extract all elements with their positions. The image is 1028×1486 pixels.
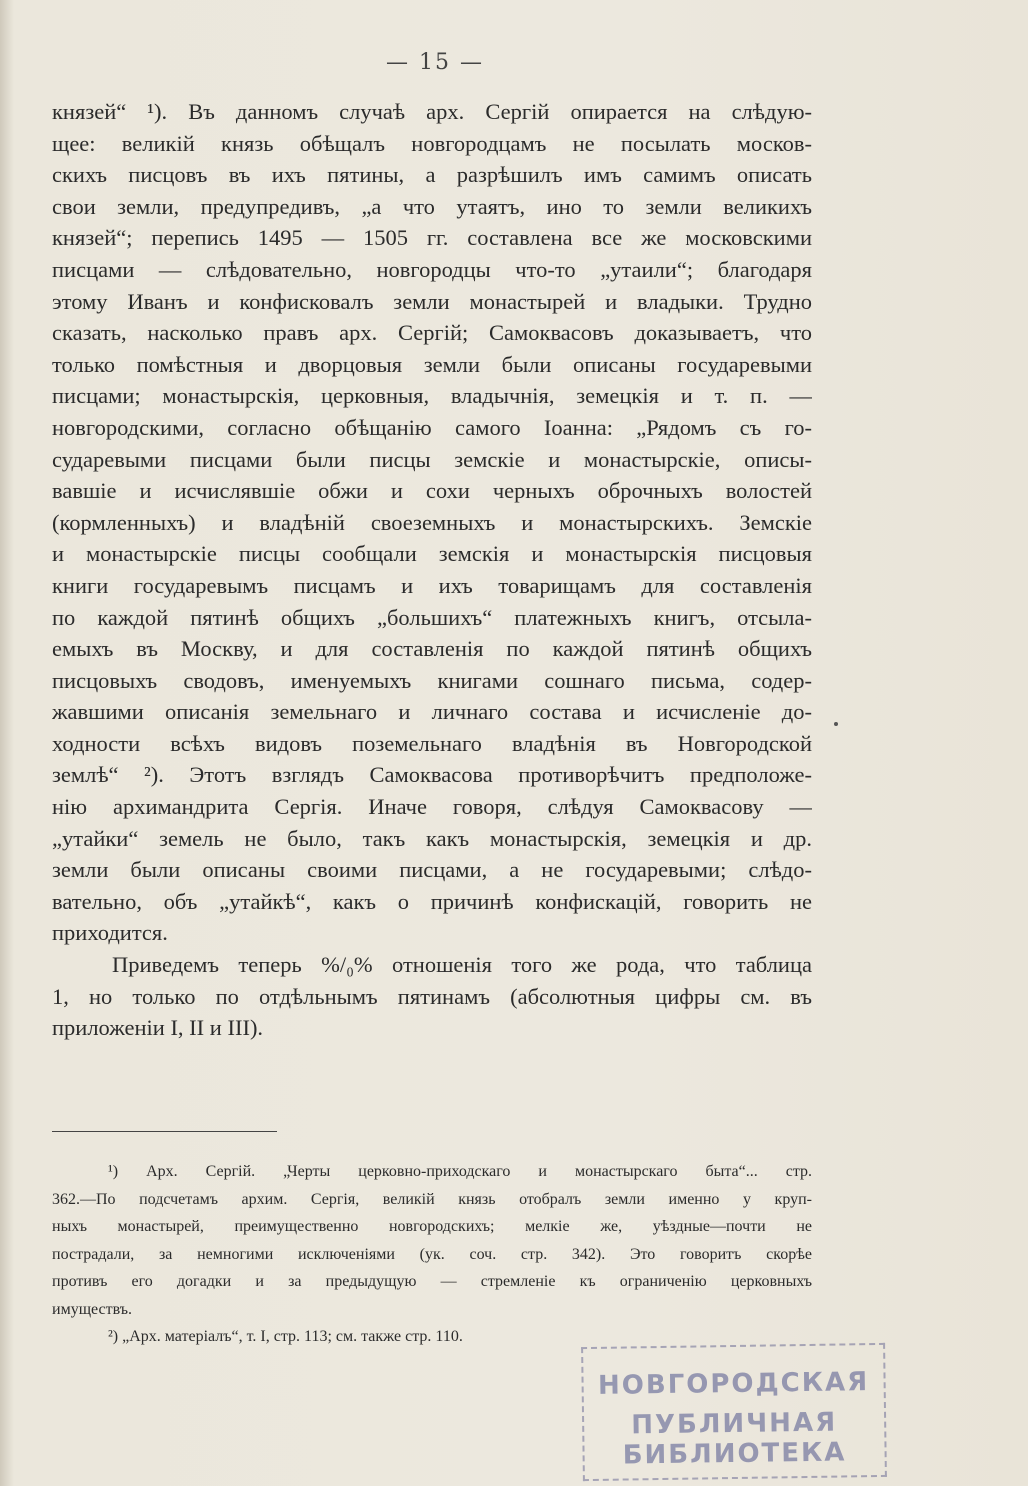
text-line: жавшими описанія земельнаго и личнаго состава и исчисленіе до- xyxy=(52,699,812,725)
footnote-1 xyxy=(52,1158,812,1323)
text-line: приходится. xyxy=(52,920,168,946)
text-line: князей“; перепись 1495 — 1505 гг. составлена все же московскими xyxy=(52,225,812,251)
stamp-text: ПУБЛИЧНАЯ БИБЛИОТЕКА xyxy=(622,1407,847,1471)
text-line: „утайки“ земель не было, такъ какъ монастырскія, земецкія и др. xyxy=(52,825,812,851)
paragraph-2 xyxy=(52,949,812,1044)
text-line: по каждой пятинѣ общихъ „большихъ“ платежныхъ книгъ, отсыла- xyxy=(52,604,812,630)
text-line: 1, но только по отдѣльнымъ пятинамъ (абсолютныя цифры см. въ xyxy=(52,983,812,1009)
text-line: только помѣстныя и дворцовыя земли были описаны государевыми xyxy=(52,351,812,377)
text-line: сударевыми писцами были писцы земскіе и монастырскіе, описы- xyxy=(52,446,812,472)
page-number: — 15 — xyxy=(386,50,484,75)
text-line: (кормленныхъ) и владѣній своеземныхъ и монастырскихъ. Земскіе xyxy=(52,509,812,535)
footnote-line: ¹) Арх. Сергій. „Черты церковно-приходскаго и монастырскаго быта“... стр. xyxy=(108,1163,812,1180)
text-line: князей“ ¹). Въ данномъ случаѣ арх. Сергій опирается на слѣдую- xyxy=(52,99,812,124)
footnote-line: противъ его догадки и за предыдущую — стремленіе къ ограниченію церковныхъ xyxy=(52,1273,812,1290)
text-line: приложеніи I, II и III). xyxy=(52,1015,264,1041)
text-line: книги государевымъ писцамъ и ихъ товарищамъ для составленія xyxy=(52,572,812,598)
text-line: и монастырскіе писцы сообщали земскія и монастырскія писцовыя xyxy=(52,541,812,567)
footnote-line: 362.—По подсчетамъ архим. Сергія, великій князь отобралъ земли именно у круп- xyxy=(52,1190,812,1208)
text-line: этому Иванъ и конфисковалъ земли монастырей и владыки. Трудно xyxy=(52,288,812,314)
library-stamp-icon xyxy=(581,1343,887,1481)
text-line: скихъ писцовъ въ ихъ пятины, а разрѣшилъ имъ самимъ описать xyxy=(52,162,812,188)
text-line: земли были описаны своими писцами, а не государевыми; слѣдо- xyxy=(52,857,812,883)
text-line: щее: великій князь обѣщалъ новгородцамъ не посылать москов- xyxy=(52,130,812,156)
text-line: нію архимандрита Сергія. Иначе говоря, слѣдуя Самоквасову — xyxy=(52,794,812,820)
text-line: новгородскими, согласно обѣщанію самого Іоанна: „Рядомъ съ го- xyxy=(52,414,812,440)
stamp-text: НОВГОРОДСКАЯ xyxy=(597,1367,870,1401)
footnote-line: ныхъ монастырей, преимущественно новгородскихъ; мелкіе же, уѣздные—почти не xyxy=(52,1218,812,1235)
text-line: писцовыхъ сводовъ, именуемыхъ книгами сошнаго письма, содер- xyxy=(52,667,812,693)
footnotes xyxy=(52,1158,812,1351)
footnote-line: ²) „Арх. матеріалъ“, т. I, стр. 113; см. также стр. 110. xyxy=(108,1328,463,1345)
text-line: ходности всѣхъ видовъ поземельнаго владѣнія въ Новгородской xyxy=(52,730,812,756)
text-line: писцами — слѣдовательно, новгородцы что-то „утаили“; благодаря xyxy=(52,256,812,282)
text-line: емыхъ въ Москву, и для составленія по каждой пятинѣ общихъ xyxy=(52,636,812,662)
footnote-line: имуществъ. xyxy=(52,1300,133,1318)
text-line: писцами; монастырскія, церковныя, владычнія, земецкія и т. п. — xyxy=(52,383,812,409)
text-line: вавшіе и исчислявшіе обжи и сохи черныхъ оброчныхъ волостей xyxy=(52,478,812,504)
paragraph-1 xyxy=(52,96,812,949)
text-line: вательно, объ „утайкѣ“, какъ о причинѣ конфискацій, говорить не xyxy=(52,888,812,914)
footnote-line: пострадали, за немногими исключеніями (ук. соч. стр. 342). Это говоритъ скорѣе xyxy=(52,1245,812,1263)
text-line: сказать, насколько правъ арх. Сергій; Самоквасовъ доказываетъ, что xyxy=(52,320,812,346)
ink-speck xyxy=(834,722,838,726)
main-text xyxy=(52,96,812,1044)
text-line: землѣ“ ²). Этотъ взглядъ Самоквасова противорѣчитъ предположе- xyxy=(52,762,812,788)
text-line: Приведемъ теперь %/₀% отношенія того же рода, что таблица xyxy=(112,952,812,978)
text-line: свои земли, предупредивъ, „а что утаятъ, ино то земли великихъ xyxy=(52,193,812,219)
footnote-rule xyxy=(52,1131,277,1132)
